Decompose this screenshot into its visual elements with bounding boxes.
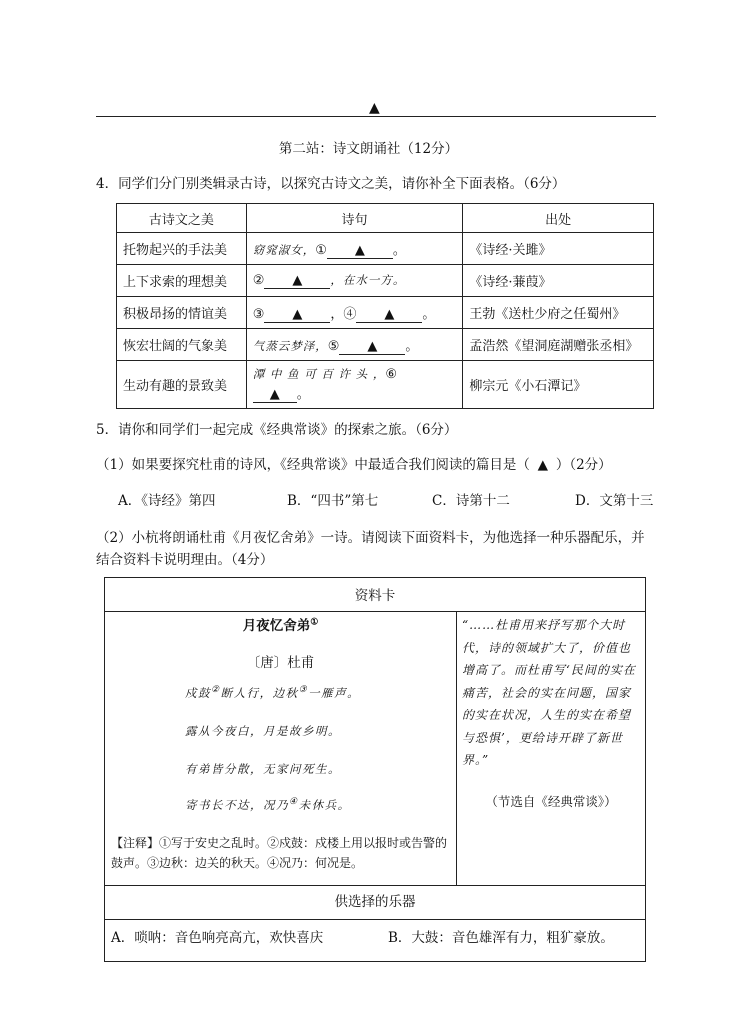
- instruments-title: 供选择的乐器: [334, 894, 416, 910]
- verse-end: 。: [405, 338, 419, 354]
- blank-number: ③: [252, 306, 265, 322]
- poem-note-mark: ③: [298, 685, 309, 696]
- verse-end: 。: [422, 306, 436, 322]
- stem-text: （1）如果要探究杜甫的诗风，《经典常谈》中最适合我们阅读的篇目是（: [96, 457, 530, 473]
- poem-text: 寄书长不达，况乃: [185, 798, 289, 812]
- poem-text: 断人行，边秋: [220, 686, 299, 700]
- section-title: 第二站：诗文朗诵社（12分）: [278, 141, 459, 157]
- poem-text: 一雁声。: [308, 686, 361, 700]
- table-row: [117, 329, 654, 361]
- poem-line: 有弟皆分散，无家问死生。: [185, 762, 341, 776]
- blank-number: ②: [252, 273, 265, 288]
- verse-text: 窈窕淑女，: [252, 242, 316, 257]
- verse-cell: [246, 265, 463, 297]
- poem-text: 未休兵。: [298, 798, 351, 812]
- table-row: [117, 297, 654, 329]
- resource-card: [104, 577, 646, 962]
- beauty-cell: 积极昂扬的情谊美: [117, 297, 247, 329]
- card-title: 资料卡: [354, 588, 396, 604]
- card-column-divider: [456, 611, 457, 885]
- verse-cell: [246, 297, 463, 329]
- header-verse: 诗句: [246, 204, 463, 233]
- table-header-row: [117, 204, 654, 233]
- poem-title: [105, 614, 456, 634]
- instrument-option-a[interactable]: A．唢呐：音色响亮高亢，欢快喜庆: [111, 930, 324, 946]
- instrument-option-b[interactable]: B．大鼓：音色雄浑有力，粗犷豪放。: [388, 930, 614, 946]
- answer-mark[interactable]: ▲: [537, 457, 549, 473]
- option-a[interactable]: A．《诗经》第四: [118, 493, 216, 509]
- verse-end: 。: [392, 242, 406, 258]
- card-divider: [105, 885, 645, 886]
- source-cell: 柳宗元《小石潭记》: [463, 361, 654, 409]
- verse-cell: [246, 329, 463, 361]
- source-cell: 孟浩然《望洞庭湖赠张丞相》: [463, 329, 654, 361]
- header-source: 出处: [463, 204, 654, 233]
- question-5-2-line2: 结合资料卡说明理由。（4分）: [96, 552, 274, 568]
- option-c[interactable]: C．诗第十二: [432, 493, 510, 509]
- verse-text: 气蒸云梦泽，: [252, 338, 328, 353]
- source-cell: 王勃《送杜少府之任蜀州》: [463, 297, 654, 329]
- question-5-2-line1: （2）小杭将朗诵杜甫《月夜忆舍弟》一诗。请阅读下面资料卡，为他选择一种乐器配乐，并: [96, 530, 645, 546]
- stem-points: ）（2分）: [555, 457, 612, 473]
- table-row: [117, 233, 654, 265]
- table-row: [117, 265, 654, 297]
- poem-note-mark: ②: [211, 685, 221, 696]
- answer-blank[interactable]: ▲: [339, 340, 405, 355]
- blank-number: ①: [315, 242, 327, 258]
- question-5-stem: 5．请你和同学们一起完成《经典常谈》的探索之旅。（6分）: [96, 422, 458, 438]
- quote-text: “……杜甫用来抒写那个大时代，诗的领域扩大了，价值也增高了。而杜甫写‘民间的实在痛苦，社会的实在问题，国家的实在状况，人生的实在希望与恐惧’，更给诗开辟了新世界。”: [462, 618, 636, 767]
- beauty-cell: 生动有趣的景致美: [117, 361, 247, 409]
- poem-line: 露从今夜白，月是故乡明。: [185, 724, 341, 738]
- beauty-cell: 恢宏壮阔的气象美: [117, 329, 247, 361]
- answer-blank[interactable]: ▲: [356, 308, 422, 323]
- verse-cell: [246, 233, 463, 265]
- verse-cell: [246, 361, 463, 409]
- source-cell: 《诗经·关雎》: [463, 233, 654, 265]
- header-beauty: 古诗文之美: [117, 204, 247, 233]
- answer-blank[interactable]: ▲: [327, 244, 393, 259]
- question-4-stem: 4．同学们分门别类辑录古诗，以探究古诗文之美，请你补全下面表格。（6分）: [96, 176, 566, 192]
- beauty-cell: 托物起兴的手法美: [117, 233, 247, 265]
- poem-title-note: ①: [310, 617, 319, 628]
- poem-line: [185, 685, 360, 701]
- poem-text: 戍鼓: [185, 686, 211, 700]
- verse-text: ，在水一方。: [330, 273, 406, 287]
- poem-notes-line1: 【注释】①写于安史之乱时。②戍鼓：戍楼上用以报时或告警的: [111, 836, 448, 850]
- verse-comma: ，: [330, 306, 344, 322]
- poem-notes-line2: 鼓声。③边秋：边关的秋天。④况乃：何况是。: [111, 856, 364, 870]
- answer-blank[interactable]: ▲: [264, 274, 330, 289]
- question-5-1-stem: [96, 453, 612, 473]
- quote-source: （节选自《经典常谈》）: [485, 794, 617, 809]
- answer-blank[interactable]: ▲: [264, 308, 330, 323]
- source-cell: 《诗经·蒹葭》: [463, 265, 654, 297]
- table-row: [117, 361, 654, 409]
- answer-blank[interactable]: ▲: [253, 388, 297, 403]
- verse-text: 潭 中 鱼 可 百 许 头 ，: [252, 367, 386, 381]
- card-divider: [105, 611, 645, 612]
- poem-line: [185, 797, 351, 813]
- answer-mark: ▲: [369, 100, 380, 116]
- blank-number: ⑤: [327, 338, 340, 354]
- blank-number: ⑥: [385, 367, 397, 382]
- poem-title-text: 月夜忆舍弟: [242, 618, 311, 634]
- option-d[interactable]: D．文第十三: [575, 493, 654, 509]
- blank-number: ④: [343, 306, 357, 322]
- separator-line: [96, 116, 656, 117]
- poetry-table: [116, 203, 654, 409]
- beauty-cell: 上下求索的理想美: [117, 265, 247, 297]
- verse-end: 。: [296, 387, 310, 402]
- poem-author: 〔唐〕杜甫: [246, 655, 315, 671]
- option-b[interactable]: B．“四书”第七: [287, 493, 379, 509]
- card-divider: [105, 919, 645, 920]
- poem-note-mark: ④: [289, 797, 299, 808]
